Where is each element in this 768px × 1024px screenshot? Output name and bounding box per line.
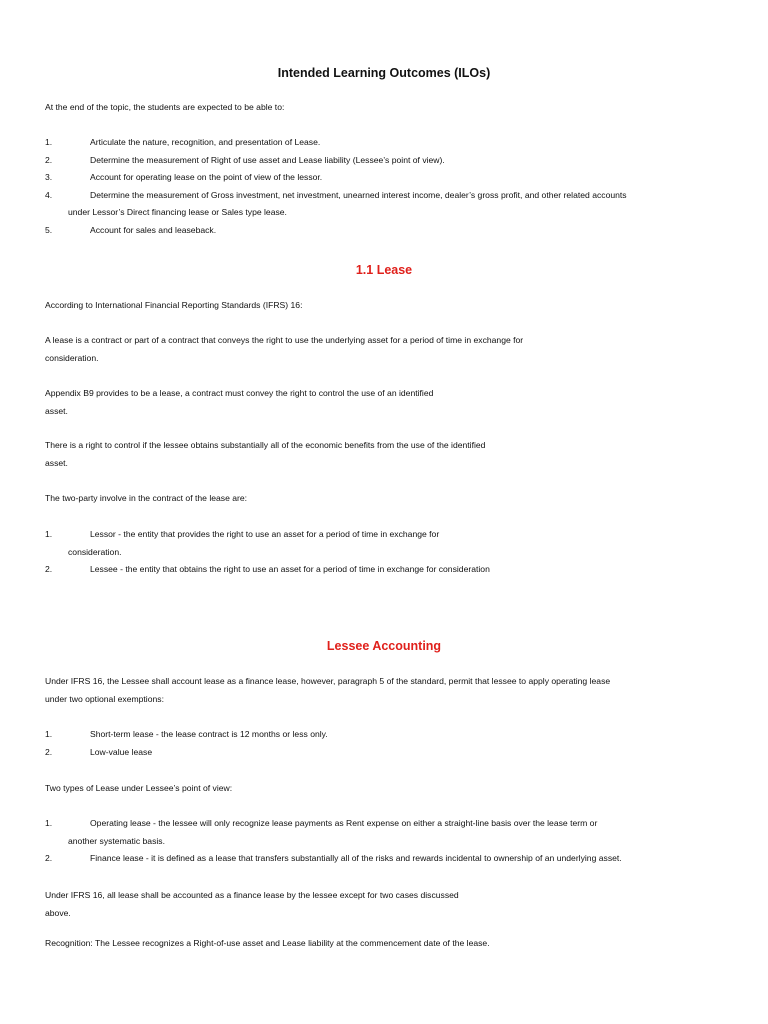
lessee-type-text-continued: another systematic basis. xyxy=(68,835,165,846)
lease-party-2 xyxy=(45,561,490,579)
lessee-exemption-1 xyxy=(45,726,328,744)
ilo-item-4 xyxy=(45,187,627,222)
ilo-item-text: Determine the measurement of Right of use asset and Lease liability (Lessee’s point of view). xyxy=(90,154,445,165)
lease-paragraph-text: There is a right to control if the lessee obtains substantially all of the economic benefits from the use of the identified xyxy=(45,440,486,450)
lease-section-title: 1.1 Lease xyxy=(355,263,413,277)
lease-parties-list xyxy=(45,526,490,579)
lease-paragraph-text: The two-party involve in the contract of the lease are: xyxy=(45,493,248,503)
lessee-paragraph-text: Under IFRS 16, all lease shall be accounted as a finance lease by the lessee except for two cases discussed xyxy=(45,890,459,900)
ilo-item-text: Account for operating lease on the point of view of the lessor. xyxy=(90,172,323,182)
lessee-exemption-text: Short-term lease - the lease contract is 12 months or less only. xyxy=(90,729,328,739)
lessee-exemption-2 xyxy=(45,744,328,762)
lease-party-1 xyxy=(45,526,490,561)
lease-paragraph-4 xyxy=(45,436,485,472)
lease-party-text-continued: consideration. xyxy=(68,546,122,557)
lease-paragraph-text: Appendix B9 provides to be a lease, a contract must convey the right to control the use of an identified xyxy=(45,388,434,398)
lessee-recognition-text: Recognition: The Lessee recognizes a Right-of-use asset and Lease liability at the commencement date of the lease. xyxy=(45,938,490,948)
lessee-paragraph-text: Under IFRS 16, the Lessee shall account lease as a finance lease, however, paragraph 5 of the standard, permit that lessee to apply operating lease xyxy=(45,676,611,686)
lessee-exemption-number: 2. xyxy=(45,746,53,757)
lease-paragraph-5 xyxy=(45,489,247,507)
lessee-exemptions-list xyxy=(45,726,328,761)
lessee-paragraph-text: under two optional exemptions: xyxy=(45,694,164,704)
ilo-item-number: 4. xyxy=(45,189,53,200)
lessee-type-number: 1. xyxy=(45,818,53,828)
lease-party-number: 1. xyxy=(45,529,53,539)
lease-paragraph-1 xyxy=(45,296,302,314)
lessee-type-2 xyxy=(45,850,622,868)
lease-paragraph-2 xyxy=(45,331,523,367)
ilo-item-3 xyxy=(45,169,627,187)
lessee-type-1 xyxy=(45,815,622,850)
lessee-type-text: Operating lease - the lessee will only recognize lease payments as Rent expense on either a straight-line basis over the lease term or xyxy=(90,818,598,828)
lessee-section-title: Lessee Accounting xyxy=(326,639,442,653)
ilo-item-5 xyxy=(45,222,627,240)
lease-paragraph-text: A lease is a contract or part of a contract that conveys the right to use the underlying asset for a period of time in exchange for xyxy=(45,335,524,345)
lease-party-text: Lessee - the entity that obtains the right to use an asset for a period of time in exchange for consideration xyxy=(90,564,490,574)
ilo-item-2 xyxy=(45,152,627,170)
lessee-type-text: Finance lease - it is defined as a lease that transfers substantially all of the risks and rewards incidental to ownership of an underlying asset. xyxy=(90,853,622,863)
ilo-item-text: Determine the measurement of Gross investment, net investment, unearned interest income, dealer’s gross profit, and other related accounts xyxy=(90,189,627,200)
lessee-paragraph-1 xyxy=(45,672,610,708)
lease-party-text: Lessor - the entity that provides the right to use an asset for a period of time in exchange for xyxy=(90,529,440,539)
lessee-paragraph-2 xyxy=(45,779,232,797)
lease-paragraph-text: asset. xyxy=(45,458,68,468)
lease-paragraph-text: According to International Financial Reporting Standards (IFRS) 16: xyxy=(45,300,303,310)
lessee-exemption-number: 1. xyxy=(45,729,53,739)
ilo-intro xyxy=(45,98,284,116)
lease-party-number: 2. xyxy=(45,564,53,574)
ilo-item-1 xyxy=(45,134,627,152)
ilo-item-number: 2. xyxy=(45,154,53,165)
ilo-list xyxy=(45,134,627,239)
ilo-item-number: 1. xyxy=(45,137,53,147)
lessee-paragraph-text: above. xyxy=(45,908,71,918)
lease-paragraph-3 xyxy=(45,384,433,420)
ilo-item-number: 5. xyxy=(45,224,53,235)
lease-paragraph-text: asset. xyxy=(45,406,68,416)
ilo-item-text: Account for sales and leaseback. xyxy=(90,224,217,235)
lease-paragraph-text: consideration. xyxy=(45,353,99,363)
ilo-title: Intended Learning Outcomes (ILOs) xyxy=(277,66,491,80)
lessee-paragraph-text: Two types of Lease under Lessee’s point of view: xyxy=(45,783,233,793)
lessee-paragraph-3 xyxy=(45,886,459,922)
ilo-item-number: 3. xyxy=(45,172,53,182)
lessee-types-list xyxy=(45,815,622,868)
ilo-intro-text: At the end of the topic, the students are expected to be able to: xyxy=(45,102,285,112)
ilo-item-text: Articulate the nature, recognition, and presentation of Lease. xyxy=(90,137,321,147)
lessee-type-number: 2. xyxy=(45,853,53,863)
lessee-recognition xyxy=(45,934,490,952)
ilo-item-text-continued: under Lessor’s Direct financing lease or Sales type lease. xyxy=(68,207,287,217)
lessee-exemption-text: Low-value lease xyxy=(90,746,153,757)
